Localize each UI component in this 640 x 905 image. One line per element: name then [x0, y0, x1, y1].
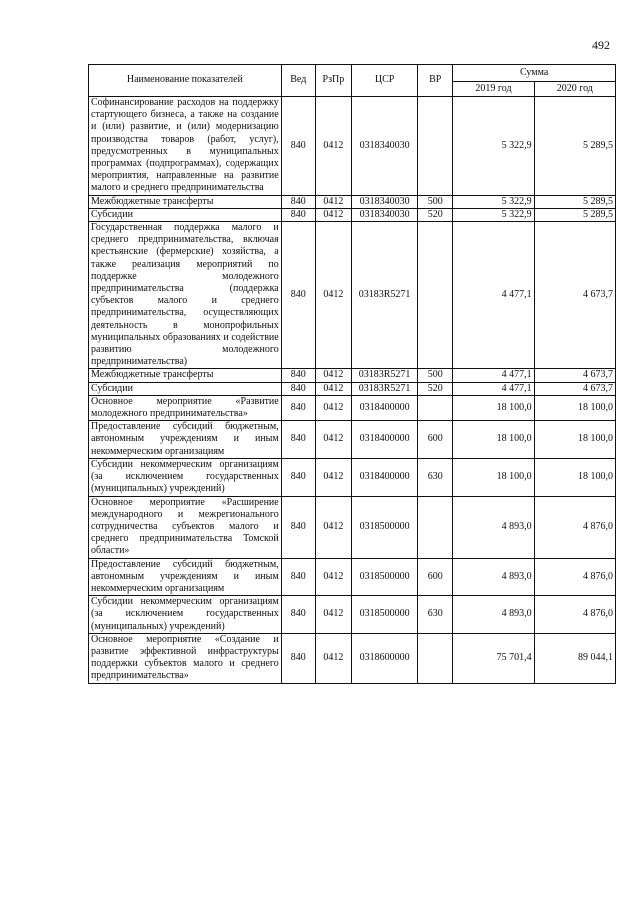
row-sum-2019: 75 701,4	[453, 633, 534, 683]
table-row	[89, 496, 616, 558]
row-sum-2019: 4 893,0	[453, 558, 534, 596]
row-vr	[418, 97, 453, 196]
row-csr: 0318340030	[351, 208, 417, 221]
table-row	[89, 97, 616, 196]
row-vr: 630	[418, 458, 453, 496]
row-csr: 0318600000	[351, 633, 417, 683]
row-csr: 0318400000	[351, 395, 417, 420]
row-sum-2020: 4 673,7	[534, 222, 615, 369]
row-rzpr: 0412	[315, 395, 351, 420]
row-rzpr: 0412	[315, 458, 351, 496]
row-vr	[418, 222, 453, 369]
row-sum-2019: 4 477,1	[453, 382, 534, 395]
table-row	[89, 369, 616, 382]
row-name: Предоставление субсидий бюджетным, автономным учреждениям и иным некоммерческим организациям	[89, 558, 282, 596]
row-name: Субсидии некоммерческим организациям (за исключением государственных (муниципальных) учреждений)	[89, 596, 282, 634]
row-sum-2019: 5 322,9	[453, 97, 534, 196]
row-sum-2019: 4 477,1	[453, 369, 534, 382]
row-rzpr: 0412	[315, 208, 351, 221]
row-name: Софинансирование расходов на поддержку стартующего бизнеса, а также на создание и (или) развитие, и (или) модернизацию производства товаров (работ, услуг), предусмотренных в муниципальных программах (подпрограммах), содержащих мероприятия, направленные на развитие малого и среднего предпринимательства	[89, 97, 282, 196]
row-ved: 840	[281, 97, 315, 196]
row-ved: 840	[281, 222, 315, 369]
row-ved: 840	[281, 496, 315, 558]
row-csr: 0318500000	[351, 496, 417, 558]
row-csr: 03183R5271	[351, 369, 417, 382]
row-name: Предоставление субсидий бюджетным, автономным учреждениям и иным некоммерческим организациям	[89, 421, 282, 459]
header-rzpr: РзПр	[315, 65, 351, 97]
table-row	[89, 596, 616, 634]
table-row	[89, 558, 616, 596]
row-sum-2020: 18 100,0	[534, 458, 615, 496]
row-ved: 840	[281, 633, 315, 683]
row-rzpr: 0412	[315, 421, 351, 459]
row-ved: 840	[281, 558, 315, 596]
row-csr: 03183R5271	[351, 382, 417, 395]
header-vr: ВР	[418, 65, 453, 97]
table-row	[89, 633, 616, 683]
row-sum-2019: 5 322,9	[453, 208, 534, 221]
row-csr: 0318340030	[351, 97, 417, 196]
row-sum-2019: 5 322,9	[453, 195, 534, 208]
table-row	[89, 222, 616, 369]
row-sum-2019: 18 100,0	[453, 458, 534, 496]
row-csr: 0318400000	[351, 421, 417, 459]
row-rzpr: 0412	[315, 369, 351, 382]
row-rzpr: 0412	[315, 97, 351, 196]
row-name: Основное мероприятие «Создание и развитие эффективной инфраструктуры поддержки субъектов малого и среднего предпринимательства»	[89, 633, 282, 683]
header-sum: Сумма	[453, 65, 616, 82]
row-sum-2019: 4 893,0	[453, 496, 534, 558]
row-ved: 840	[281, 382, 315, 395]
page-number: 492	[592, 38, 610, 52]
row-ved: 840	[281, 195, 315, 208]
row-sum-2020: 18 100,0	[534, 421, 615, 459]
row-sum-2020: 5 289,5	[534, 208, 615, 221]
row-rzpr: 0412	[315, 382, 351, 395]
row-rzpr: 0412	[315, 222, 351, 369]
row-csr: 03183R5271	[351, 222, 417, 369]
table-row	[89, 208, 616, 221]
row-ved: 840	[281, 369, 315, 382]
row-sum-2019: 4 477,1	[453, 222, 534, 369]
table-header	[89, 65, 616, 97]
row-name: Основное мероприятие «Развитие молодежного предпринимательства»	[89, 395, 282, 420]
row-rzpr: 0412	[315, 596, 351, 634]
row-vr	[418, 633, 453, 683]
row-sum-2020: 4 876,0	[534, 496, 615, 558]
row-sum-2020: 5 289,5	[534, 97, 615, 196]
header-2020: 2020 год	[534, 82, 615, 97]
row-sum-2020: 5 289,5	[534, 195, 615, 208]
table-row	[89, 395, 616, 420]
budget-table	[88, 64, 616, 684]
row-rzpr: 0412	[315, 558, 351, 596]
row-name: Межбюджетные трансферты	[89, 195, 282, 208]
row-ved: 840	[281, 208, 315, 221]
row-rzpr: 0412	[315, 633, 351, 683]
row-sum-2019: 4 893,0	[453, 596, 534, 634]
row-sum-2019: 18 100,0	[453, 395, 534, 420]
row-name: Основное мероприятие «Расширение международного и межрегионального сотрудничества субъектов малого и среднего предпринимательства Томской области»	[89, 496, 282, 558]
header-ved: Вед	[281, 65, 315, 97]
row-sum-2019: 18 100,0	[453, 421, 534, 459]
row-vr: 600	[418, 558, 453, 596]
row-ved: 840	[281, 458, 315, 496]
row-vr	[418, 395, 453, 420]
row-vr: 520	[418, 208, 453, 221]
row-ved: 840	[281, 421, 315, 459]
row-name: Субсидии некоммерческим организациям (за исключением государственных (муниципальных) учреждений)	[89, 458, 282, 496]
row-csr: 0318500000	[351, 596, 417, 634]
table-body	[89, 97, 616, 684]
row-vr: 500	[418, 369, 453, 382]
row-name: Межбюджетные трансферты	[89, 369, 282, 382]
row-name: Государственная поддержка малого и среднего предпринимательства, включая крестьянские (фермерские) хозяйства, а также реализация мероприятий по поддержке молодежного предпринимательства (поддержка субъектов малого и среднего предпринимательства, осуществляющих деятельность в монопрофильных муниципальных образованиях и содействие развитию молодежного предпринимательства)	[89, 222, 282, 369]
row-vr: 500	[418, 195, 453, 208]
row-sum-2020: 4 673,7	[534, 382, 615, 395]
row-ved: 840	[281, 395, 315, 420]
row-ved: 840	[281, 596, 315, 634]
row-csr: 0318500000	[351, 558, 417, 596]
header-name: Наименование показателей	[89, 65, 282, 97]
row-sum-2020: 89 044,1	[534, 633, 615, 683]
table-row	[89, 382, 616, 395]
row-rzpr: 0412	[315, 496, 351, 558]
row-sum-2020: 4 673,7	[534, 369, 615, 382]
table-row	[89, 195, 616, 208]
header-csr: ЦСР	[351, 65, 417, 97]
row-vr: 520	[418, 382, 453, 395]
row-sum-2020: 4 876,0	[534, 558, 615, 596]
row-name: Субсидии	[89, 208, 282, 221]
row-csr: 0318340030	[351, 195, 417, 208]
row-name: Субсидии	[89, 382, 282, 395]
table-row	[89, 458, 616, 496]
row-sum-2020: 4 876,0	[534, 596, 615, 634]
row-sum-2020: 18 100,0	[534, 395, 615, 420]
table-row	[89, 421, 616, 459]
header-2019: 2019 год	[453, 82, 534, 97]
row-vr	[418, 496, 453, 558]
row-csr: 0318400000	[351, 458, 417, 496]
row-vr: 630	[418, 596, 453, 634]
row-vr: 600	[418, 421, 453, 459]
row-rzpr: 0412	[315, 195, 351, 208]
